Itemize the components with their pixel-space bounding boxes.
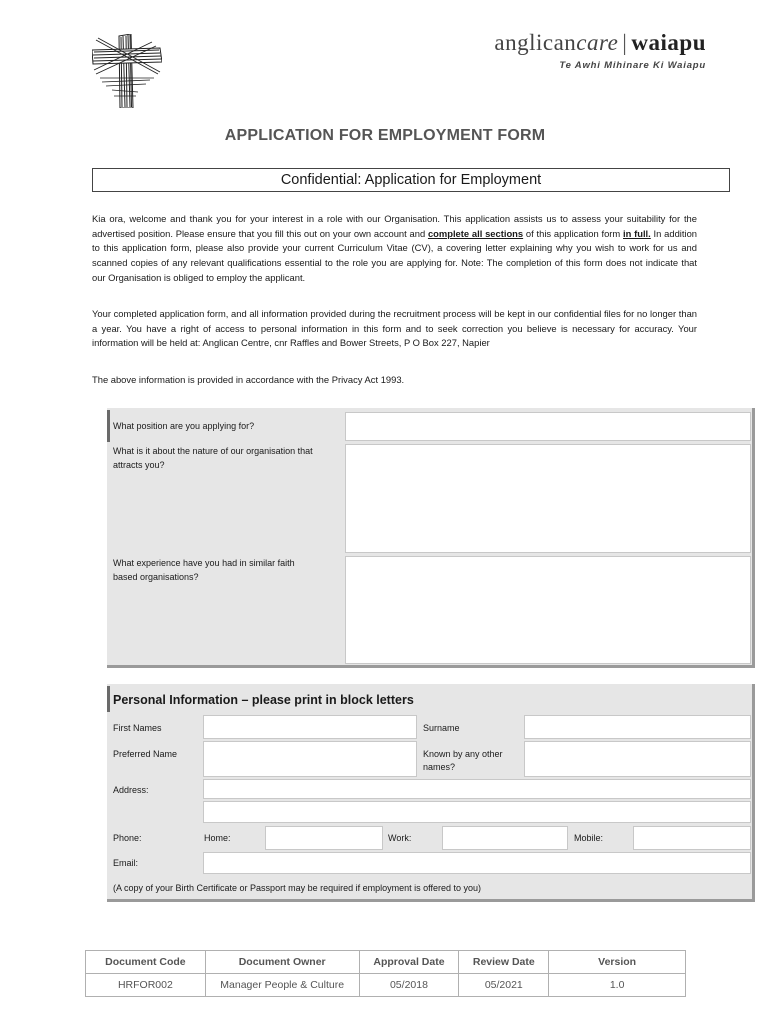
intro-text-c: of this application form <box>523 227 623 239</box>
preferred-name-label: Preferred Name <box>113 749 178 759</box>
brand-name <box>494 30 706 56</box>
table-header-row <box>86 951 686 974</box>
known-by-label: Known by any other names? <box>423 749 503 772</box>
birth-certificate-note: (A copy of your Birth Certificate or Passport may be required if employment is offered to you) <box>113 883 481 893</box>
intro-emphasis-full: in full. <box>623 227 651 239</box>
work-phone-field[interactable] <box>442 826 568 850</box>
questions-section <box>107 408 755 668</box>
confidential-banner: Confidential: Application for Employment <box>92 168 730 192</box>
home-phone-label: Home: <box>204 833 231 843</box>
intro-text-a: Kia ora, welcome and thank you for your interest in a role with our Organisation. This application assists us to assess your suitability for the advertised position. Please ensure that you fill this out on your own account and <box>92 213 697 239</box>
personal-info-heading: Personal Information – please print in block letters <box>113 693 414 707</box>
value-review-date: 05/2021 <box>459 974 549 997</box>
section-accent-bar <box>107 410 110 442</box>
brand-block <box>494 30 706 71</box>
email-label: Email: <box>113 858 139 868</box>
question-experience-label: What experience have you had in similar faith based organisations? <box>113 558 295 582</box>
question-organisation-label: What is it about the nature of our organisation that attracts you? <box>113 446 313 470</box>
email-field[interactable] <box>203 852 751 874</box>
work-phone-label: Work: <box>388 833 412 843</box>
table-row <box>86 974 686 997</box>
brand-separator: | <box>622 30 628 55</box>
address-spacer <box>107 801 171 823</box>
section-accent-bar <box>107 686 110 712</box>
value-version: 1.0 <box>549 974 686 997</box>
brand-waiapu: waiapu <box>631 30 706 55</box>
home-phone-field[interactable] <box>265 826 383 850</box>
header-approval-date: Approval Date <box>359 951 459 974</box>
cross-logo-icon <box>92 34 162 108</box>
faith-experience-input[interactable] <box>345 556 751 664</box>
brand-tagline: Te Awhi Mihinare Ki Waiapu <box>559 60 706 71</box>
first-names-label: First Names <box>113 723 162 733</box>
surname-label: Surname <box>423 723 460 733</box>
privacy-statement: The above information is provided in accordance with the Privacy Act 1993. <box>92 374 405 385</box>
mobile-phone-label: Mobile: <box>574 833 604 843</box>
mobile-phone-field[interactable] <box>633 826 751 850</box>
value-document-code: HRFOR002 <box>86 974 206 997</box>
intro-paragraph-1 <box>92 212 697 286</box>
page-title: APPLICATION FOR EMPLOYMENT FORM <box>224 127 546 144</box>
header-version: Version <box>549 951 686 974</box>
brand-care: care <box>576 30 619 55</box>
document-control-table <box>85 950 686 997</box>
preferred-name-field[interactable] <box>203 741 417 777</box>
address-label: Address: <box>113 785 149 795</box>
brand-anglican: anglican <box>494 30 577 55</box>
first-names-field[interactable] <box>203 715 417 739</box>
question-position-label: What position are you applying for? <box>113 421 255 431</box>
personal-information-section <box>107 684 755 902</box>
header-document-code: Document Code <box>86 951 206 974</box>
intro-paragraph-2: Your completed application form, and all information provided during the recruitment process will be kept in our confidential files for no longer than a year. You have a right of access to personal information in this form and to seek correction you believe is necessary for accuracy. Your information will be held at: Anglican Centre, cnr Raffles and Bower Streets, P O Box 227, Napier <box>92 308 697 349</box>
value-approval-date: 05/2018 <box>359 974 459 997</box>
position-input[interactable] <box>345 412 751 441</box>
value-document-owner: Manager People & Culture <box>205 974 359 997</box>
organisation-attraction-input[interactable] <box>345 444 751 553</box>
address-line1-field[interactable] <box>203 779 751 799</box>
phone-label: Phone: <box>113 833 142 843</box>
intro-emphasis-complete: complete all sections <box>427 227 524 239</box>
known-by-field[interactable] <box>524 741 751 777</box>
intro-text-e: In addition to this application form, please also provide your current Curriculum Vitae (CV), a covering letter explaining why you wish to work for us and scanned copies of any relevant qualifications essential to the role you are applying for. Note: The completion of this form does not indicate that our Organisation is obliged to employ the applicant. <box>92 227 697 283</box>
header-review-date: Review Date <box>459 951 549 974</box>
address-line2-field[interactable] <box>203 801 751 823</box>
header-document-owner: Document Owner <box>205 951 359 974</box>
surname-field[interactable] <box>524 715 751 739</box>
